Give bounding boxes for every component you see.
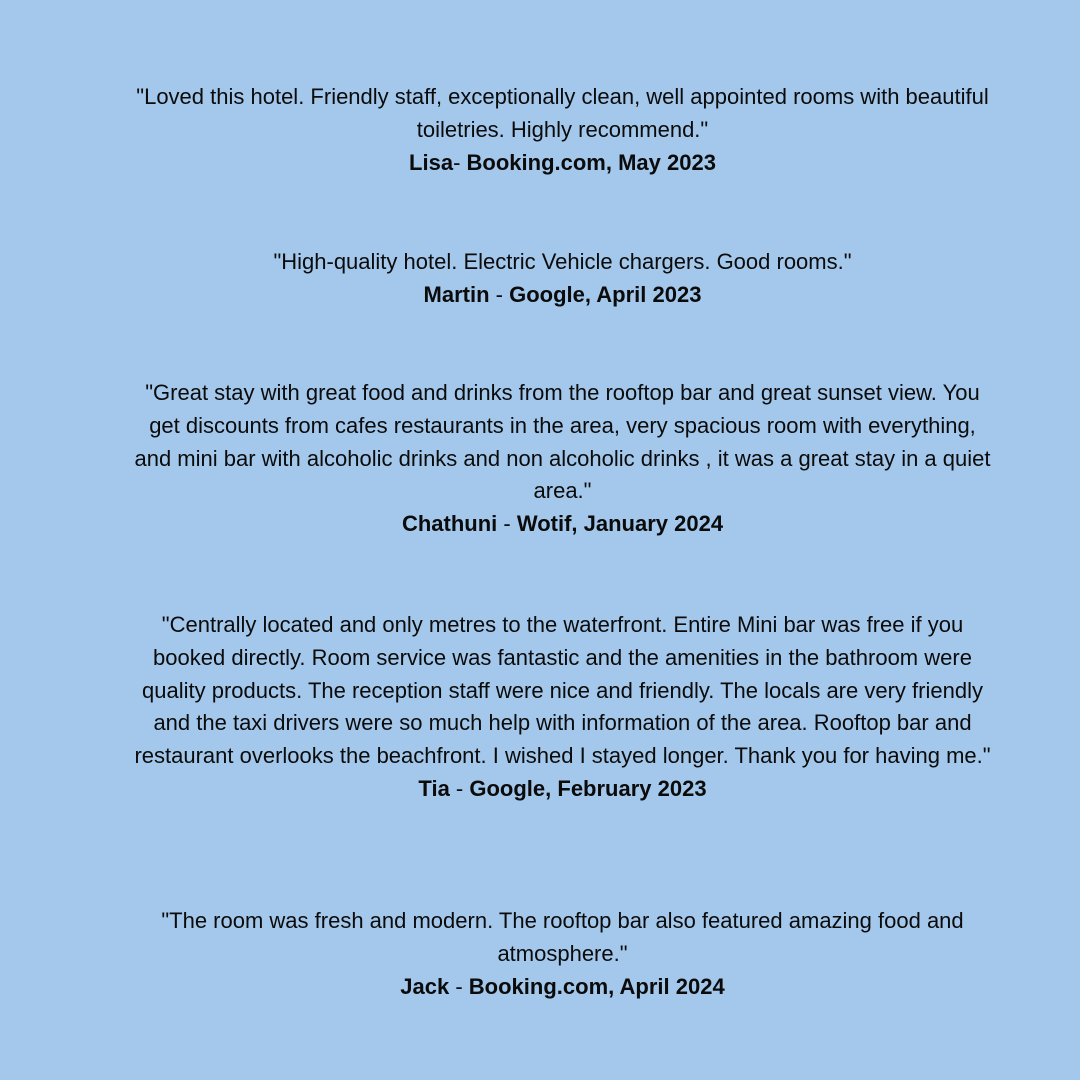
- review-martin: [130, 246, 995, 312]
- reviewer-name: Tia: [418, 775, 450, 801]
- review-quote: "High-quality hotel. Electric Vehicle chargers. Good rooms.": [273, 249, 852, 274]
- review-jack: [130, 905, 995, 1003]
- review-quote: "The room was fresh and modern. The rooftop bar also featured amazing food and atmosphere.": [161, 908, 964, 966]
- review-attribution: [130, 147, 995, 180]
- review-source-date: Google, February 2023: [469, 775, 707, 801]
- review-attribution: [130, 279, 995, 312]
- review-source-date: Wotif, January 2024: [516, 511, 724, 537]
- review-attribution: [130, 971, 995, 1004]
- attribution-separator: -: [453, 149, 461, 175]
- review-source-date: Google, April 2023: [509, 281, 702, 307]
- review-quote: "Centrally located and only metres to the waterfront. Entire Mini bar was free if you booked directly. Room service was fantastic and the amenities in the bathroom were quality products. The reception staff were nice and friendly. The locals are very friendly and the taxi drivers were so much help with information of the area. Rooftop bar and restaurant overlooks the beachfront. I wished I stayed longer. Thank you for having me.": [134, 612, 991, 769]
- attribution-separator: -: [449, 775, 470, 801]
- review-source-date: Booking.com, May 2023: [460, 149, 716, 175]
- attribution-separator: -: [489, 281, 510, 307]
- attribution-separator: -: [497, 511, 517, 537]
- review-quote: "Loved this hotel. Friendly staff, exceptionally clean, well appointed rooms with beautiful toiletries. Highly recommend.": [136, 84, 989, 142]
- review-tia: [130, 609, 995, 806]
- reviewer-name: Jack: [400, 973, 450, 999]
- review-lisa: [130, 81, 995, 179]
- reviewer-name: Martin: [423, 281, 490, 307]
- review-attribution: [130, 773, 995, 806]
- review-quote: "Great stay with great food and drinks from the rooftop bar and great sunset view. You get discounts from cafes restaurants in the area, very spacious room with everything, and mini bar with alcoholic drinks and non alcoholic drinks , it was a great stay in a quiet area.": [134, 380, 991, 504]
- review-chathuni: [130, 377, 995, 541]
- reviewer-name: Chathuni: [401, 511, 498, 537]
- review-source-date: Booking.com, April 2024: [468, 973, 725, 999]
- review-attribution: [130, 508, 995, 541]
- reviewer-name: Lisa: [409, 149, 454, 175]
- attribution-separator: -: [449, 973, 469, 999]
